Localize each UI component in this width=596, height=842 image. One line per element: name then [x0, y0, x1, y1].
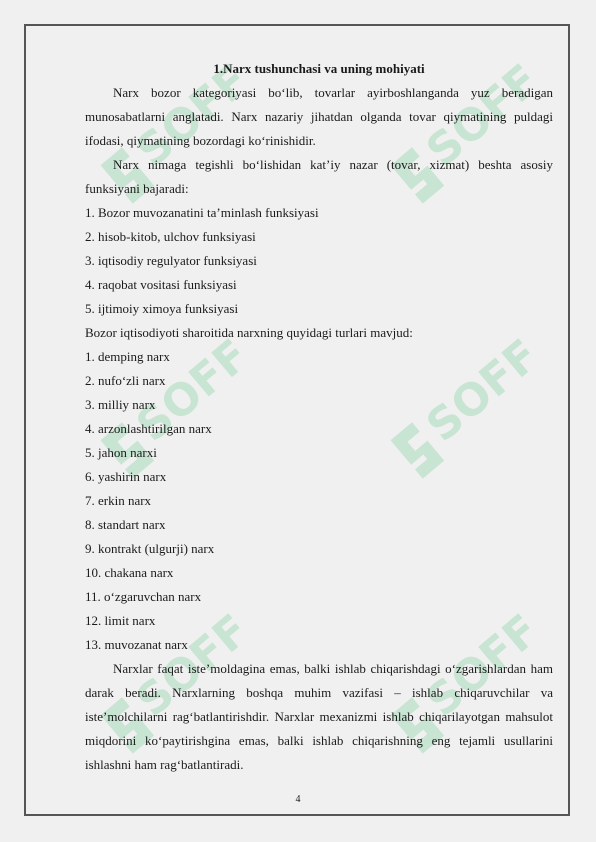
- list-item: 4. raqobat vositasi funksiyasi: [85, 277, 237, 292]
- watermark-text: SOFF: [417, 60, 535, 177]
- list-item: 10. chakana narx: [85, 565, 174, 580]
- list-item: 12. limit narx: [85, 613, 156, 628]
- list-item: 8. standart narx: [85, 517, 166, 532]
- watermark-text: SOFF: [127, 335, 245, 452]
- list-item: 13. muvozanat narx: [85, 637, 188, 652]
- types-intro: Bozor iqtisodiyoti sharoitida narxning quyidagi turlari mavjud:: [85, 325, 413, 340]
- paragraph-functions-intro: Narx nimaga tegishli bo‘lishidan kat’iy nazar (tovar, xizmat) beshta asosiy funksiyani bajaradi:: [85, 157, 553, 196]
- watermark-text: SOFF: [417, 610, 535, 727]
- list-item: 1. Bozor muvozanatini ta’minlash funksiyasi: [85, 205, 319, 220]
- watermark-text: SOFF: [127, 60, 245, 177]
- page-number: 4: [295, 794, 301, 805]
- list-item: 4. arzonlashtirilgan narx: [85, 421, 212, 436]
- document-body: [85, 57, 553, 777]
- list-item: 11. o‘zgaruvchan narx: [85, 589, 202, 604]
- list-item: 3. iqtisodiy regulyator funksiyasi: [85, 253, 257, 268]
- list-item: 1. demping narx: [85, 349, 170, 364]
- list-item: 5. jahon narxi: [85, 445, 157, 460]
- paragraph-definition: Narx bozor kategoriyasi bo‘lib, tovarlar ayirboshlanganda yuz beradigan munosabatlarni anglatadi. Narx nazariy jihatdan olganda tovar qiymatining puldagi ifodasi, qiymatining bozordagi ko‘rinishidir.: [85, 85, 553, 148]
- watermark-text: SOFF: [127, 610, 245, 727]
- list-item: 6. yashirin narx: [85, 469, 167, 484]
- list-item: 3. milliy narx: [85, 397, 156, 412]
- section-title: 1.Narx tushunchasi va uning mohiyati: [213, 61, 425, 76]
- list-item: 2. hisob-kitob, ulchov funksiyasi: [85, 229, 256, 244]
- types-list: [85, 345, 553, 657]
- list-item: 5. ijtimoiy ximoya funksiyasi: [85, 301, 239, 316]
- list-item: 7. erkin narx: [85, 493, 152, 508]
- list-item: 9. kontrakt (ulgurji) narx: [85, 541, 215, 556]
- list-item: 2. nufo‘zli narx: [85, 373, 166, 388]
- paragraph-conclusion: Narxlar faqat iste’moldagina emas, balki ishlab chiqarishdagi o‘zgarishlardan ham darak beradi. Narxlarning boshqa muhim vazifasi – ishlab chiqaruvchilar va iste’molchilarni rag‘batlantirishdir. Narxlar mexanizmi ishlab chiqarilayotgan mahsulot miqdorini ko‘paytirishgina emas, balki ishlab chiqarishning eng tejamli usullarini ishlashni ham rag‘batlantiradi.: [85, 661, 553, 772]
- functions-list: [85, 201, 553, 321]
- watermark-text: SOFF: [417, 335, 535, 452]
